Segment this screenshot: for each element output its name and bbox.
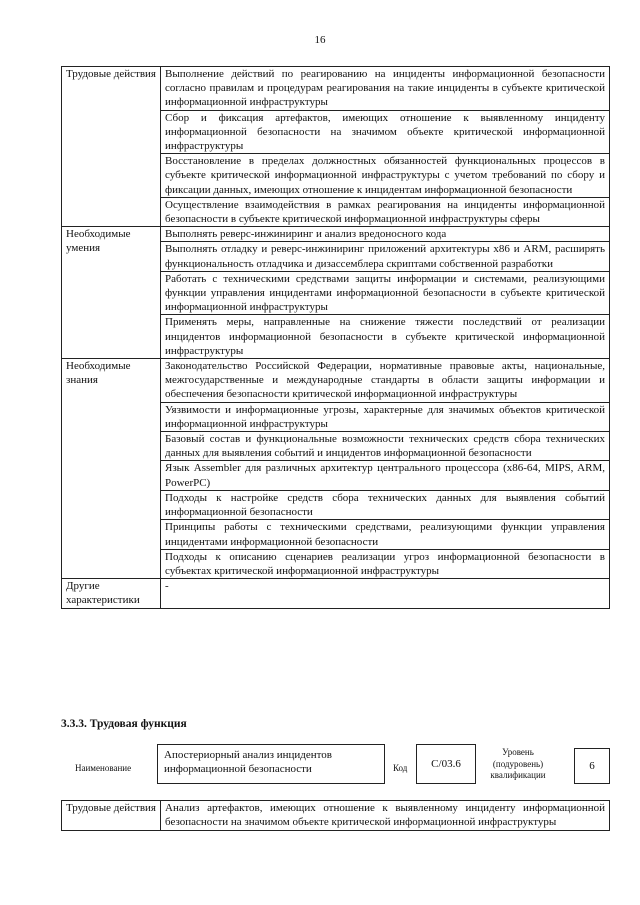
table-row (62, 801, 610, 831)
function-level-box: 6 (574, 748, 610, 784)
name-label: Наименование (75, 763, 132, 773)
code-label: Код (393, 763, 408, 773)
table-row (62, 67, 610, 111)
row-category: Другие характеристики (62, 579, 161, 608)
section-heading: 3.3.3. Трудовая функция (61, 718, 187, 730)
table-row (62, 579, 610, 608)
labor-function-table (61, 66, 610, 609)
row-category: Трудовые действия (62, 67, 161, 227)
table-cell: Работать с техническими средствами защиты информации и системами, реализующими функции управления инцидентами информационной безопасности в субъекте критической информационной инфраструктуры (161, 271, 610, 315)
table-cell: Восстановление в пределах должностных обязанностей функциональных процессов в субъекте критической информационной инфраструктуры с учетом требований по сбору и фиксации данных, имеющих отношение к инцидентам информационной безопасности (161, 154, 610, 198)
level-label: Уровень (подуровень) квалификации (490, 747, 546, 780)
labor-actions-table (61, 800, 610, 831)
table-cell: Анализ артефактов, имеющих отношение к выявленному инциденту информационной безопасности на значимом объекте критической информационной инфраструктуры (161, 801, 610, 831)
table-cell: - (161, 579, 610, 608)
table-cell: Принципы работы с техническими средствами, реализующими функции управления инцидентами информационной безопасности (161, 520, 610, 549)
table-cell: Базовый состав и функциональные возможности технических средств сбора технических данных для выявления событий и инцидентов информационной безопасности (161, 432, 610, 461)
function-name-box: Апостериорный анализ инцидентов информационной безопасности (157, 744, 385, 784)
row-category: Необходимые знания (62, 359, 161, 579)
table-row (62, 227, 610, 242)
table-cell: Подходы к описанию сценариев реализации угроз информационной безопасности в субъектах критической информационной инфраструктуры (161, 549, 610, 578)
table-cell: Подходы к настройке средств сбора технических данных для выявления событий информационной безопасности (161, 490, 610, 519)
row-category: Необходимые умения (62, 227, 161, 359)
table-row (62, 359, 610, 403)
table-cell: Уязвимости и информационные угрозы, характерные для значимых объектов критической информационной инфраструктуры (161, 402, 610, 431)
table-cell: Язык Assembler для различных архитектур центрального процессора (x86-64, MIPS, ARM, PowerPC) (161, 461, 610, 490)
row-category: Трудовые действия (62, 801, 161, 831)
page-number: 16 (314, 34, 326, 46)
table-cell: Выполнять отладку и реверс-инжиниринг приложений архитектуры x86 и ARM, расширять функциональность отладчика и дизассемблера скриптами собственной разработки (161, 242, 610, 271)
table-cell: Сбор и фиксация артефактов, имеющих отношение к выявленному инциденту информационной безопасности на значимом объекте критической информационной инфраструктуры (161, 110, 610, 154)
table-cell: Применять меры, направленные на снижение тяжести последствий от реализации инцидентов информационной безопасности в субъекте критической информационной инфраструктуры (161, 315, 610, 359)
function-code-box: C/03.6 (416, 744, 476, 784)
table-cell: Выполнение действий по реагированию на инциденты информационной безопасности согласно правилам и процедурам реагирования на такие инциденты в субъекте критической информационной инфраструктуры (161, 67, 610, 111)
table-cell: Осуществление взаимодействия в рамках реагирования на инциденты информационной безопасности в субъекте критической информационной инфраструктуры сферы (161, 197, 610, 226)
table-cell: Законодательство Российской Федерации, нормативные правовые акты, национальные, межгосударственные и международные стандарты в области защиты информации и обеспечения безопасности критической информационной инфраструктуры (161, 359, 610, 403)
table-cell: Выполнять реверс-инжиниринг и анализ вредоносного кода (161, 227, 610, 242)
